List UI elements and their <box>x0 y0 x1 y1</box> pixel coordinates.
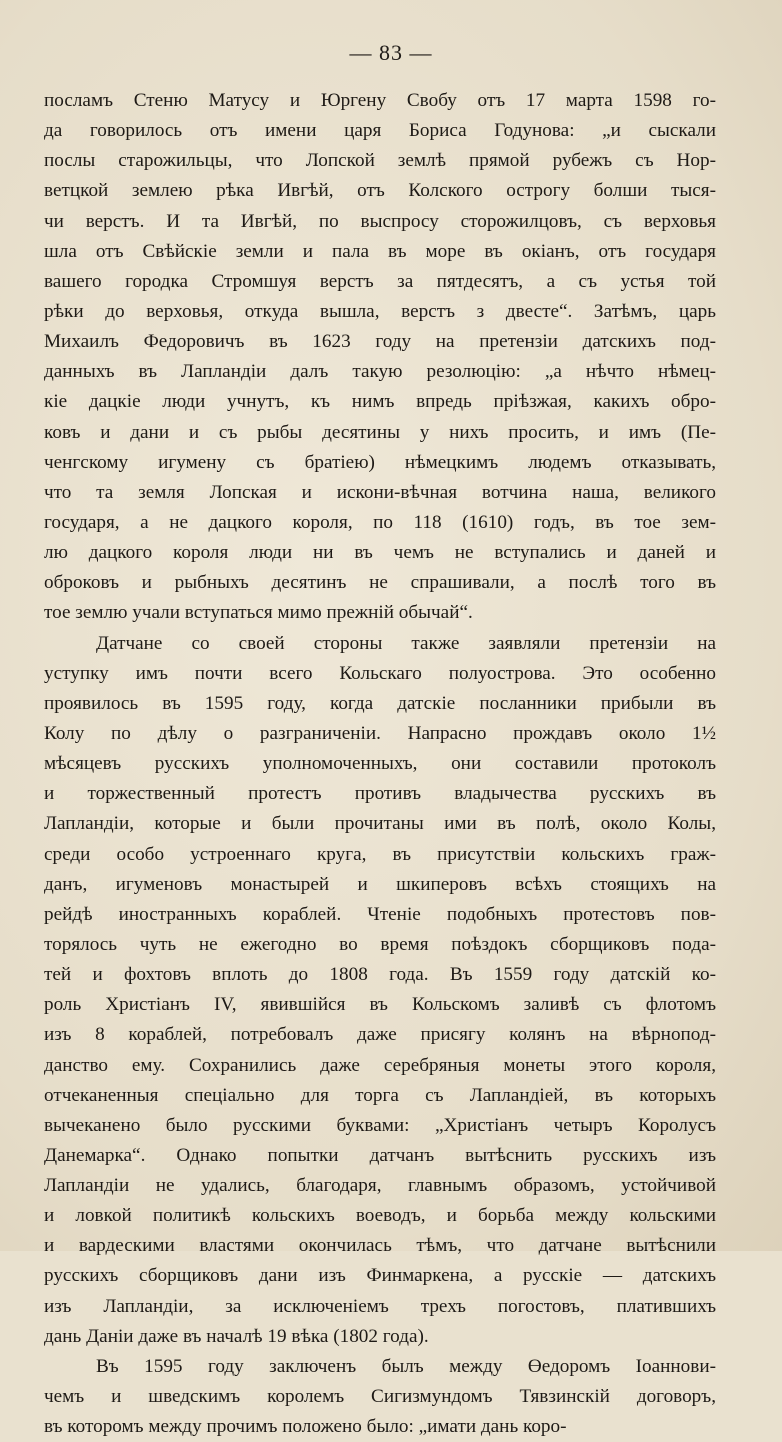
text-line: тей и фохтовъ вплоть до 1808 года. Въ 1559 году датскій ко- <box>44 964 716 986</box>
text-line: данство ему. Сохранились даже серебряныя монеты этого короля, <box>44 1054 716 1076</box>
body-text <box>44 86 716 1442</box>
text-line: Михаилъ Федоровичъ въ 1623 году на претензіи датскихъ под- <box>44 331 716 353</box>
text-line: вашего городка Стромшуя верстъ за пятдесятъ, а съ устья той <box>44 270 716 292</box>
text-line: Колу по дѣлу о разграниченіи. Напрасно прождавъ около 1½ <box>44 722 716 744</box>
text-line: мѣсяцевъ русскихъ уполномоченныхъ, они составили протоколъ <box>44 753 716 775</box>
text-line: чемъ и шведскимъ королемъ Сигизмундомъ Тявзинскій договоръ, <box>44 1386 716 1408</box>
text-line: оброковъ и рыбныхъ десятинъ не спрашивали, а послѣ того въ <box>44 572 716 594</box>
text-line: кіе дацкіе люди учнутъ, къ нимъ впредь пріѣзжая, какихъ обро- <box>44 391 716 413</box>
text-line: среди особо устроеннаго круга, въ присутствіи кольскихъ граж- <box>44 843 716 865</box>
text-line: да говорилось отъ имени царя Бориса Годунова: „и сыскали <box>44 120 716 142</box>
text-line: дань Даніи даже въ началѣ 19 вѣка (1802 года). <box>44 1325 429 1347</box>
text-line: посламъ Стеню Матусу и Юргену Свобу отъ 17 марта 1598 го- <box>44 90 716 111</box>
text-line: проявилось въ 1595 году, когда датскіе посланники прибыли въ <box>44 692 716 714</box>
text-line: данныхъ въ Лапландіи далъ такую резолюцію: „а нѣчто нѣмец- <box>44 361 716 383</box>
text-line: Лапландіи не удались, благодаря, главнымъ образомъ, устойчивой <box>44 1175 716 1197</box>
text-line: Данемарка“. Однако попытки датчанъ вытѣснить русскихъ изъ <box>44 1144 716 1166</box>
text-line: ковъ и дани и съ рыбы десятины у нихъ просить, и имъ (Пе- <box>44 421 716 443</box>
paragraph <box>44 629 716 1352</box>
paragraph <box>44 1352 716 1442</box>
text-line: Лапландіи, которые и были прочитаны ими въ полѣ, около Колы, <box>44 813 716 835</box>
text-line: уступку имъ почти всего Кольскаго полуострова. Это особенно <box>44 662 716 684</box>
text-line: рейдѣ иностранныхъ кораблей. Чтеніе подобныхъ протестовъ пов- <box>44 903 716 925</box>
text-line: чи верстъ. И та Ивгѣй, по выспросу сторожилцовъ, съ верховья <box>44 210 716 232</box>
text-line: торялось чуть не ежегодно во время поѣздокъ сборщиковъ пода- <box>44 933 716 955</box>
text-line: Датчане со своей стороны также заявляли претензіи на <box>96 632 716 654</box>
paragraph <box>44 86 716 629</box>
text-line: и ловкой политикѣ кольскихъ воеводъ, и борьба между кольскими <box>44 1205 716 1227</box>
text-line: Въ 1595 году заключенъ былъ между Өедоромъ Іоаннови- <box>96 1355 716 1377</box>
text-line: послы старожильцы, что Лопской землѣ прямой рубежъ съ Нор- <box>44 150 716 172</box>
text-line: государя, а не дацкого короля, по 118 (1610) годъ, въ тое зем- <box>44 511 716 533</box>
text-line: данъ, игуменовъ монастырей и шкиперовъ всѣхъ стоящихъ на <box>44 873 716 895</box>
text-line: шла отъ Свѣйскіе земли и пала въ море въ окіанъ, отъ государя <box>44 240 716 262</box>
text-line: отчеканенныя спеціально для торга съ Лапландіей, въ которыхъ <box>44 1084 716 1106</box>
text-line: изъ 8 кораблей, потребовалъ даже присягу колянъ на вѣрнопод- <box>44 1024 716 1046</box>
text-line: рѣки до верховья, откуда вышла, верстъ з двесте“. Затѣмъ, царь <box>44 300 716 322</box>
text-line: вычеканено было русскими буквами: „Христіанъ четыръ Королусъ <box>44 1114 716 1136</box>
text-line: ченгскому игумену съ братіею) нѣмецкимъ людемъ отказывать, <box>44 451 716 473</box>
text-line: въ которомъ между прочимъ положено было: „имати дань коро- <box>44 1416 567 1438</box>
text-line: ветцкой землею рѣка Ивгѣй, отъ Колского острогу болши тыся- <box>44 180 716 202</box>
page-number: — 83 — <box>349 40 433 65</box>
text-line: изъ Лапландіи, за исключеніемъ трехъ погостовъ, платившихъ <box>44 1295 716 1317</box>
text-line: что та земля Лопская и искони-вѣчная вотчина наша, великого <box>44 481 716 503</box>
text-line: и вардескими властями окончилась тѣмъ, что датчане вытѣснили <box>44 1235 716 1257</box>
text-line: русскихъ сборщиковъ дани изъ Финмаркена, а русскіе — датскихъ <box>44 1265 716 1287</box>
text-line: тое землю учали вступаться мимо прежній обычай“. <box>44 602 473 624</box>
text-line: роль Христіанъ IV, явившійся въ Кольскомъ заливѣ съ флотомъ <box>44 994 716 1016</box>
text-line: и торжественный протестъ противъ владычества русскихъ въ <box>44 783 716 805</box>
text-line: лю дацкого короля люди ни въ чемъ не вступались и даней и <box>44 542 716 564</box>
